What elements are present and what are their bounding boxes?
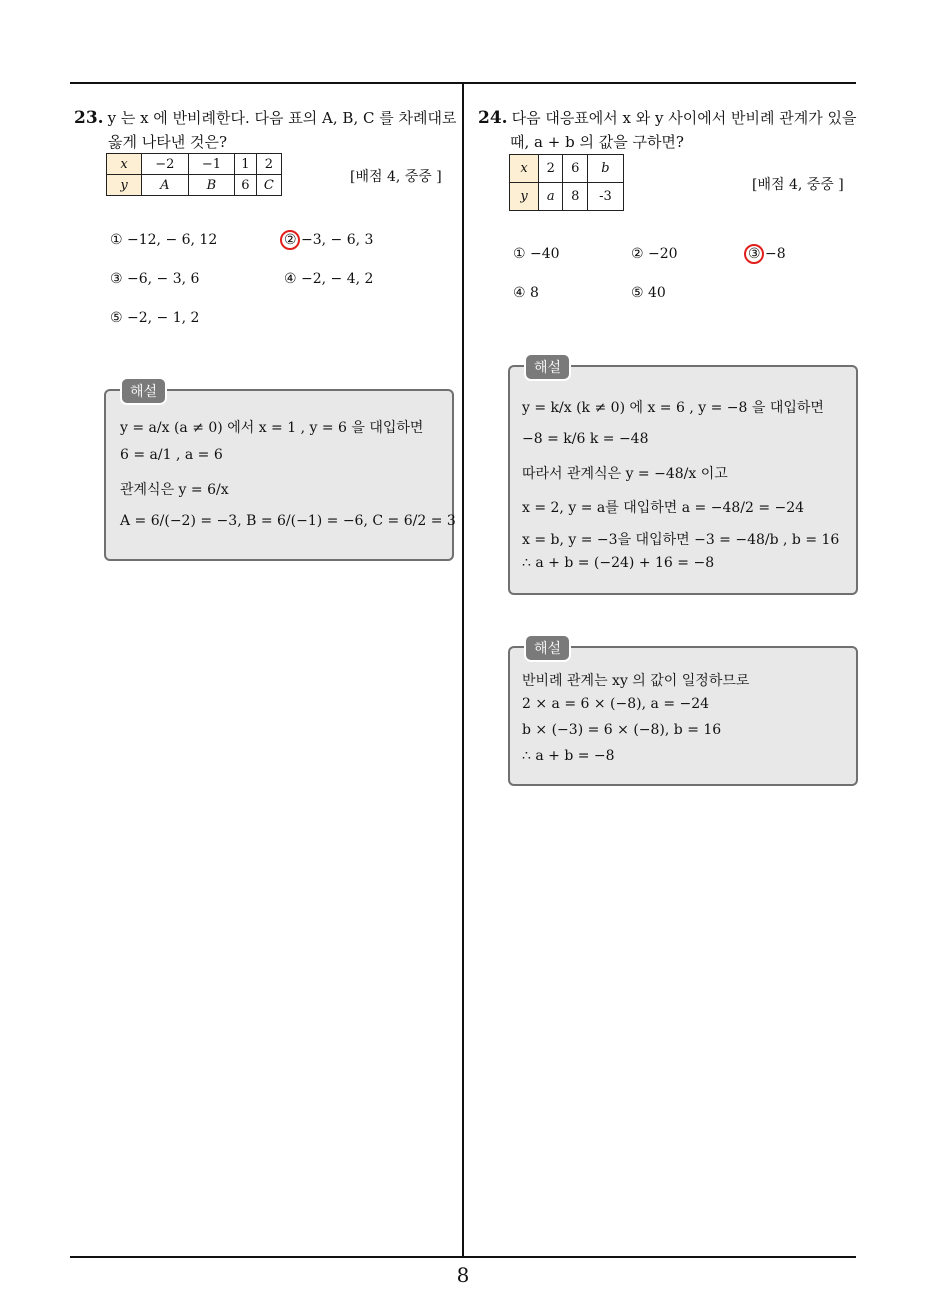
q24-solution-box-2 (508, 641, 858, 786)
q23-choice-5[interactable]: ⑤ −2, − 1, 2 (110, 310, 200, 326)
table-row: x −2 −1 1 2 (107, 154, 282, 175)
q24-choice-5[interactable]: ⑤ 40 (631, 285, 666, 301)
q23-number: 23. (74, 108, 104, 128)
q23-solution-box (104, 384, 456, 561)
q24-table (509, 154, 624, 211)
page-number: 8 (456, 1263, 470, 1287)
q24-choice-2[interactable]: ② −20 (631, 246, 678, 262)
q24-number: 24. (478, 108, 508, 128)
q24-line2: 때, a + b 의 값을 구하면? (510, 133, 684, 151)
q23-line2: 옳게 나타낸 것은? (108, 133, 228, 151)
solution-line: A = 6/(−2) = −3, B = 6/(−1) = −6, C = 6/2 = 3 (120, 513, 456, 529)
q23-answer-circle (280, 230, 300, 250)
solution-line: x = 2, y = a를 대입하면 a = −48/2 = −24 (522, 500, 805, 516)
table-row: y a 8 -3 (510, 183, 624, 211)
q24-answer-circle (744, 244, 764, 264)
q23-table (106, 153, 282, 196)
solution-line: 2 × a = 6 × (−8), a = −24 (522, 696, 710, 712)
solution-line: y = a/x (a ≠ 0) 에서 x = 1 , y = 6 을 대입하면 (120, 420, 424, 436)
solution-line: 따라서 관계식은 y = −48/x 이고 (522, 466, 728, 482)
solution-tag: 해설 (524, 634, 571, 662)
solution-line: ∴ a + b = (−24) + 16 = −8 (522, 555, 715, 571)
column-divider (462, 82, 464, 1258)
q24-choice-3[interactable]: ③ −8 (748, 246, 786, 262)
q24-solution-box-1 (508, 360, 858, 595)
q23-score: [배점 4, 중중 ] (350, 169, 442, 185)
q23-choice-1[interactable]: ① −12, − 6, 12 (110, 232, 218, 248)
q23-line1: 23. y 는 x 에 반비례한다. 다음 표의 A, B, C 를 차례대로 (74, 108, 457, 128)
solution-line: −8 = k/6 k = −48 (522, 431, 649, 447)
q24-choice-1[interactable]: ① −40 (513, 246, 560, 262)
solution-line: 6 = a/1 , a = 6 (120, 447, 223, 463)
q23-choice-3[interactable]: ③ −6, − 3, 6 (110, 271, 200, 287)
q24-line1: 24. 다음 대응표에서 x 와 y 사이에서 반비례 관계가 있을 (478, 108, 857, 128)
solution-tag: 해설 (524, 353, 571, 381)
bottom-rule (70, 1256, 856, 1258)
solution-line: x = b, y = −3을 대입하면 −3 = −48/b , b = 16 (522, 532, 840, 548)
solution-line: 관계식은 y = 6/x (120, 482, 229, 498)
solution-line: 반비례 관계는 xy 의 값이 일정하므로 (522, 673, 750, 689)
q23-choice-4[interactable]: ④ −2, − 4, 2 (284, 271, 374, 287)
solution-line: y = k/x (k ≠ 0) 에 x = 6 , y = −8 을 대입하면 (522, 400, 824, 416)
table-row: y A B 6 C (107, 175, 282, 196)
solution-tag: 해설 (120, 377, 167, 405)
solution-line: b × (−3) = 6 × (−8), b = 16 (522, 722, 722, 738)
table-row: x 2 6 b (510, 155, 624, 183)
q24-choice-4[interactable]: ④ 8 (513, 285, 539, 301)
q23-choice-2[interactable]: ② −3, − 6, 3 (284, 232, 374, 248)
q24-score: [배점 4, 중중 ] (752, 177, 844, 193)
solution-line: ∴ a + b = −8 (522, 748, 615, 764)
